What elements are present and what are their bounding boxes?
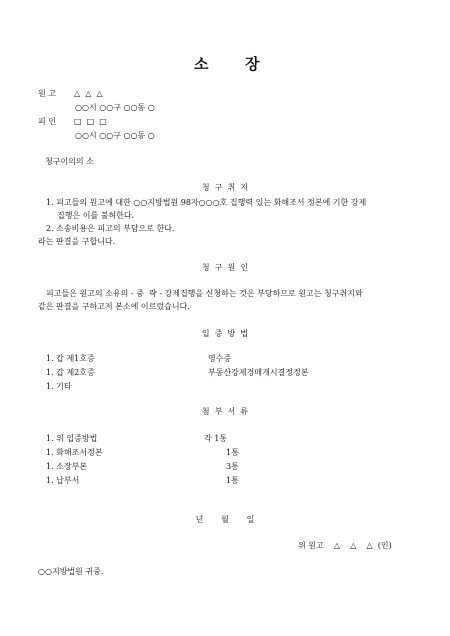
claim-item-2: 2. 소송비용은 피고의 부담으로 한다. [46,224,175,233]
cause-text-1: 피고들은 원고의 소유의 - 중 략 - 강제집행을 신청하는 것은 부당하므로 원고는 청구취지와 [46,289,363,298]
attachment-item-2: 1. 화해조서정본 [46,448,103,457]
attachment-item-1: 1. 위 입증방법 [46,434,98,443]
defendant-address: ○○시 ○○구 ○○동 ○ [75,131,155,140]
claim-item-1-continued: 집행은 이를 불허한다. [57,211,135,220]
title-right: 장 [245,55,261,73]
attachment-item-4: 1. 납부서 [46,476,80,485]
attachment-item-4-count: 1통 [226,476,239,485]
plaintiff-label: 원 고 [38,89,56,98]
cause-text-2: 같은 판결을 구하고저 본소에 이르렀습니다. [38,302,190,311]
signature-line: 위 원고 △ △ △ (인) [298,541,392,550]
date-line: 년 월 일 [195,515,255,524]
evidence-item-2-desc: 부동산강제경매개시결정정본 [208,368,309,377]
evidence-item-3: 1. 기타 [46,382,72,391]
evidence-item-1-desc: 영수증 [208,354,232,363]
defendant-label: 피 인 [38,117,56,126]
plaintiff-address: ○○시 ○○구 ○○동 ○ [75,103,155,112]
evidence-item-1: 1. 갑 제1호증 [46,354,95,363]
defendant-name: □ □ □ [74,117,107,126]
attachments-heading: 첨 부 서 류 [201,407,249,416]
claim-conclusion: 라는 판결을 구합니다. [38,237,116,246]
evidence-item-2: 1. 갑 제2호증 [46,368,95,377]
cause-heading: 청 구 원 인 [201,263,249,272]
attachment-item-3-count: 3통 [226,462,239,471]
attachment-item-3: 1. 소장부본 [46,462,88,471]
claim-heading: 청 구 취 지 [201,183,249,192]
case-name: 청구이의의 소 [45,157,94,166]
court-addressee: ○○지방법원 귀중. [38,567,104,576]
plaintiff-name: △ △ △ [74,89,103,98]
evidence-heading: 입 증 방 법 [201,329,249,338]
title-left: 소 [194,55,210,73]
attachment-item-2-count: 1통 [226,448,239,457]
attachment-item-1-count: 각 1통 [204,434,228,443]
claim-item-1: 1. 피고들의 원고에 대한 ○○지방법원 98자○○○호 집행력 있는 화해조서 정본에 기한 강제 [46,198,367,207]
